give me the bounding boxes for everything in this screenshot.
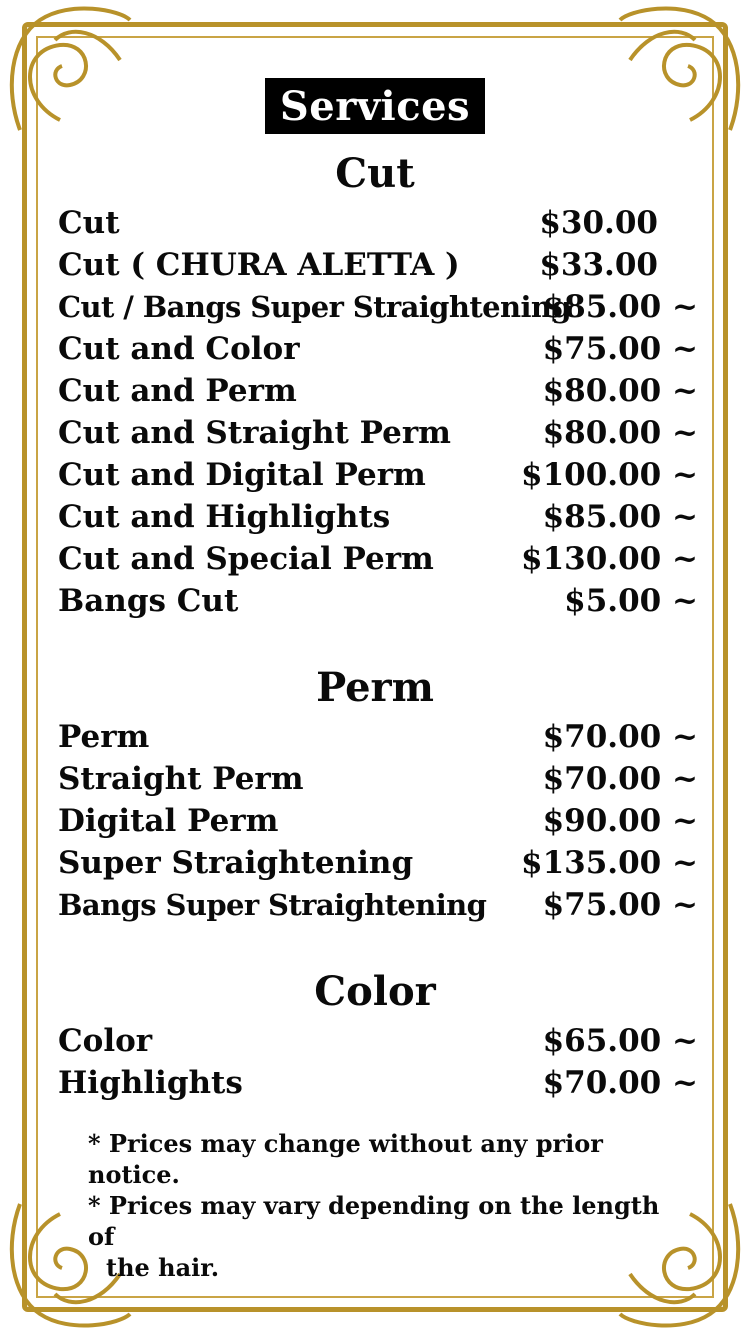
note-line: * Prices may vary depending on the length of	[88, 1191, 660, 1251]
price-row	[58, 454, 698, 496]
service-price: $85.00 ~	[542, 499, 698, 535]
service-price: $5.00 ~	[564, 583, 698, 619]
corner-swirl-ornament-top-right	[600, 0, 750, 150]
service-name: Color	[58, 1023, 153, 1059]
section-heading-color: Color	[314, 968, 436, 1015]
price-row	[58, 202, 698, 244]
section-heading-cut: Cut	[335, 150, 415, 197]
service-price: $80.00 ~	[542, 415, 698, 451]
price-notes	[88, 1128, 688, 1283]
service-price: $70.00 ~	[542, 761, 698, 797]
service-price: $85.00 ~	[542, 289, 698, 325]
service-name: Cut	[58, 205, 120, 241]
service-name: Cut and Straight Perm	[58, 415, 451, 451]
service-name: Cut and Highlights	[58, 499, 391, 535]
service-name: Straight Perm	[58, 761, 304, 797]
price-row	[58, 580, 698, 622]
corner-swirl-ornament-top-left	[0, 0, 150, 150]
service-price: $135.00 ~	[521, 845, 698, 881]
price-row	[58, 538, 698, 580]
price-row	[58, 328, 698, 370]
page-title: Services	[265, 78, 485, 134]
service-price: $80.00 ~	[542, 373, 698, 409]
price-row	[58, 1062, 698, 1104]
section-heading-perm: Perm	[316, 664, 434, 711]
price-row	[58, 1020, 698, 1062]
price-row	[58, 496, 698, 538]
service-price: $30.00	[539, 205, 658, 241]
price-row	[58, 758, 698, 800]
service-price: $90.00 ~	[542, 803, 698, 839]
service-name: Cut and Special Perm	[58, 541, 434, 577]
service-name: Bangs Cut	[58, 583, 239, 619]
price-row	[58, 370, 698, 412]
service-price: $33.00	[539, 247, 658, 283]
price-row	[58, 842, 698, 884]
service-price: $130.00 ~	[521, 541, 698, 577]
service-name: Bangs Super Straightening	[58, 888, 487, 922]
price-row	[58, 884, 698, 926]
service-name: Highlights	[58, 1065, 243, 1101]
service-price: $65.00 ~	[542, 1023, 698, 1059]
cut-price-list	[58, 202, 698, 622]
price-row	[58, 412, 698, 454]
price-row	[58, 716, 698, 758]
service-price: $75.00 ~	[542, 887, 698, 923]
perm-price-list	[58, 716, 698, 926]
price-row	[58, 286, 698, 328]
service-price: $70.00 ~	[542, 719, 698, 755]
service-name: Super Straightening	[58, 845, 414, 881]
service-name: Digital Perm	[58, 803, 279, 839]
color-price-list	[58, 1020, 698, 1104]
note-line: the hair.	[106, 1253, 220, 1282]
service-price: $100.00 ~	[521, 457, 698, 493]
service-price: $70.00 ~	[542, 1065, 698, 1101]
price-row	[58, 244, 698, 286]
service-name: Cut and Digital Perm	[58, 457, 426, 493]
service-name: Cut ( CHURA ALETTA )	[58, 247, 460, 283]
note-line: * Prices may change without any prior notice.	[88, 1129, 603, 1189]
service-price: $75.00 ~	[542, 331, 698, 367]
service-name: Cut and Perm	[58, 373, 297, 409]
price-row	[58, 800, 698, 842]
service-name: Cut and Color	[58, 331, 300, 367]
service-name: Perm	[58, 719, 150, 755]
service-name: Cut / Bangs Super Straightening	[58, 290, 572, 324]
